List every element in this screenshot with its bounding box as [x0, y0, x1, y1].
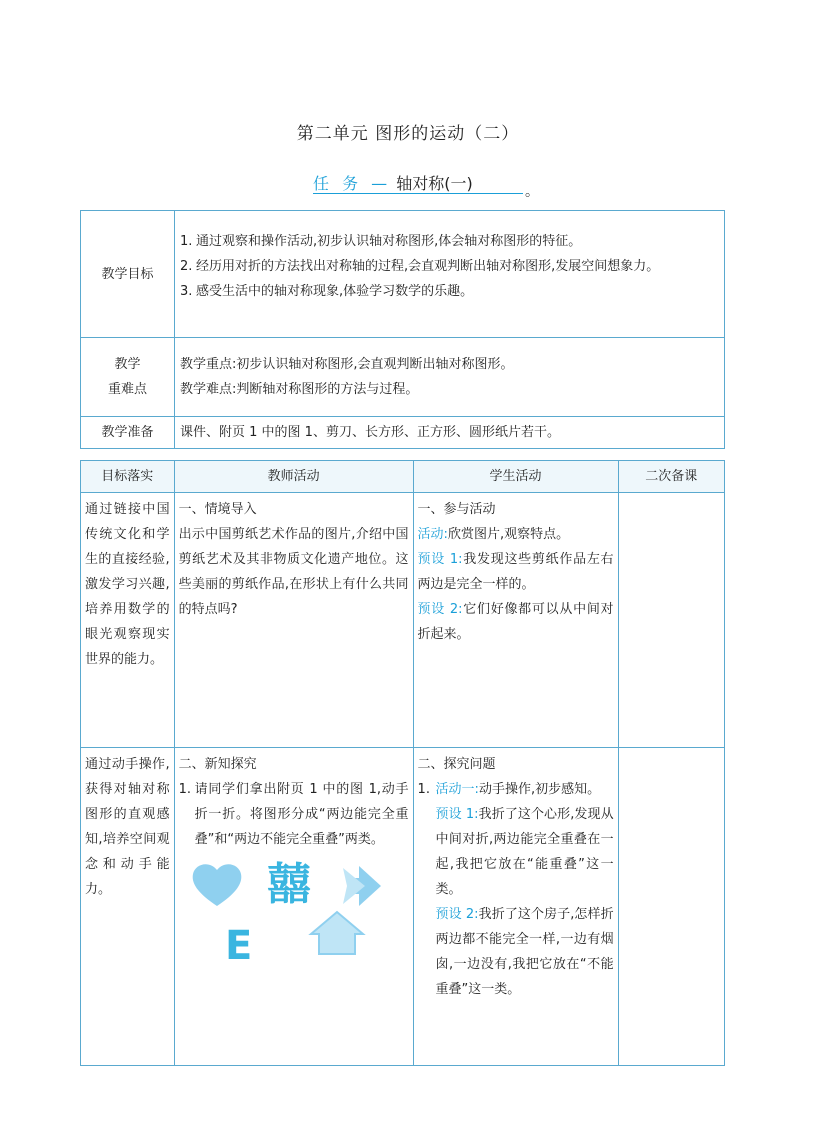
- subtitle-underline: [313, 193, 523, 194]
- teacher-step: [179, 777, 409, 852]
- goal-cell: [81, 493, 175, 748]
- key-point: 教学重点:初步认识轴对称图形,会直观判断出轴对称图形。: [180, 357, 514, 372]
- teacher-cell: [174, 748, 413, 1066]
- letter-e-shape: E: [224, 923, 252, 964]
- student-item: [418, 522, 614, 547]
- student-step: [418, 777, 614, 802]
- student-item: [418, 547, 614, 597]
- goal-text: 通过动手操作,获得对轴对称图形的直观感知,培养空间观念和动手能力。: [85, 757, 170, 897]
- goal-number: 1.: [180, 234, 193, 249]
- item-tag: 预设 2:: [435, 907, 479, 922]
- goals-list: [175, 211, 725, 338]
- column-header-goal: 目标落实: [81, 461, 175, 493]
- student-item: [418, 802, 614, 902]
- shape-examples: [179, 854, 401, 964]
- item-text: 我折了这个心形,发现从中间对折,两边能完全重叠在一起,我把它放在“能重叠”这一类。: [435, 807, 614, 897]
- item-text: 它们好像都可以从中间对折起来。: [417, 602, 614, 642]
- table-row: [81, 493, 725, 748]
- item-tag: 预设 1:: [417, 552, 463, 567]
- step-number: 1.: [178, 782, 192, 797]
- column-header-student: 学生活动: [413, 461, 618, 493]
- keypoints-label-line2: 重难点: [107, 382, 147, 397]
- student-cell: [413, 493, 618, 748]
- student-item: [418, 902, 614, 1002]
- teacher-section-title: 二、新知探究: [178, 757, 257, 772]
- item-text: 欣赏图片,观察特点。: [447, 527, 570, 542]
- lesson-subtitle: [313, 171, 539, 200]
- goals-label: 教学目标: [81, 211, 175, 338]
- goal-text: 感受生活中的轴对称现象,体验学习数学的乐趣。: [196, 284, 474, 299]
- student-item: [418, 597, 614, 647]
- goal-item: [180, 229, 720, 254]
- house-shape: [311, 912, 363, 954]
- lesson-plan-table: [80, 460, 725, 1066]
- prep-label: 教学准备: [81, 417, 175, 449]
- keypoints-label-line1: 教学: [114, 357, 141, 372]
- step-number: 1.: [417, 782, 430, 797]
- goal-item: [180, 279, 720, 304]
- goal-cell: [81, 748, 175, 1066]
- goal-text: 通过链接中国传统文化和学生的直接经验,激发学习兴趣,培养用数学的眼光观察现实世界的能力。: [85, 502, 170, 667]
- goal-number: 3.: [180, 284, 193, 299]
- shape-examples-svg: [179, 854, 401, 964]
- item-tag: 预设 1:: [435, 807, 479, 822]
- item-tag: 活动:: [417, 527, 448, 542]
- item-text: 我发现这些剪纸作品左右两边是完全一样的。: [417, 552, 614, 592]
- item-tag: 预设 2:: [417, 602, 463, 617]
- student-section-title: 二、探究问题: [417, 757, 496, 772]
- prep-content: 课件、附页 1 中的图 1、剪刀、长方形、正方形、圆形纸片若干。: [175, 417, 725, 449]
- double-happiness-shape: 囍: [266, 859, 311, 910]
- student-cell: [413, 748, 618, 1066]
- column-header-teacher: 教师活动: [174, 461, 413, 493]
- notes-cell: [618, 493, 724, 748]
- item-text: 我折了这个房子,怎样折两边都不能完全一样,一边有烟囱,一边没有,我把它放在“不能重叠”这一类。: [435, 907, 614, 997]
- goal-number: 2.: [180, 259, 193, 274]
- goal-text: 通过观察和操作活动,初步认识轴对称图形,体会轴对称图形的特征。: [196, 234, 582, 249]
- student-section-title: 一、参与活动: [417, 502, 496, 517]
- goal-item: [180, 254, 720, 279]
- table-row: [81, 748, 725, 1066]
- activity-text: 动手操作,初步感知。: [478, 782, 601, 797]
- teacher-cell: [174, 493, 413, 748]
- heart-shape: [192, 864, 241, 906]
- overview-table: [80, 210, 725, 449]
- notes-cell: [618, 748, 724, 1066]
- teacher-text: 出示中国剪纸艺术作品的图片,介绍中国剪纸艺术及其非物质文化遗产地位。这些美丽的剪纸作品,在形状上有什么共同的特点吗?: [178, 527, 409, 617]
- lesson-topic: 轴对称(一): [391, 174, 473, 193]
- teacher-text: 请同学们拿出附页 1 中的图 1,动手折一折。将图形分成“两边能完全重叠”和“两边不能完全重叠”两类。: [194, 782, 409, 847]
- difficulty-point: 教学难点:判断轴对称图形的方法与过程。: [180, 382, 419, 397]
- task-label: 任 务 —: [313, 174, 392, 193]
- keypoints-label: [81, 338, 175, 417]
- page-title: 第二单元 图形的运动（二）: [296, 124, 520, 144]
- column-header-notes: 二次备课: [618, 461, 724, 493]
- teacher-section-title: 一、情境导入: [178, 502, 257, 517]
- activity-tag: 活动一:: [435, 782, 479, 797]
- keypoints-content: [175, 338, 725, 417]
- goal-text: 经历用对折的方法找出对称轴的过程,会直观判断出轴对称图形,发展空间想象力。: [196, 259, 660, 274]
- trailing-mark: 。: [525, 184, 539, 200]
